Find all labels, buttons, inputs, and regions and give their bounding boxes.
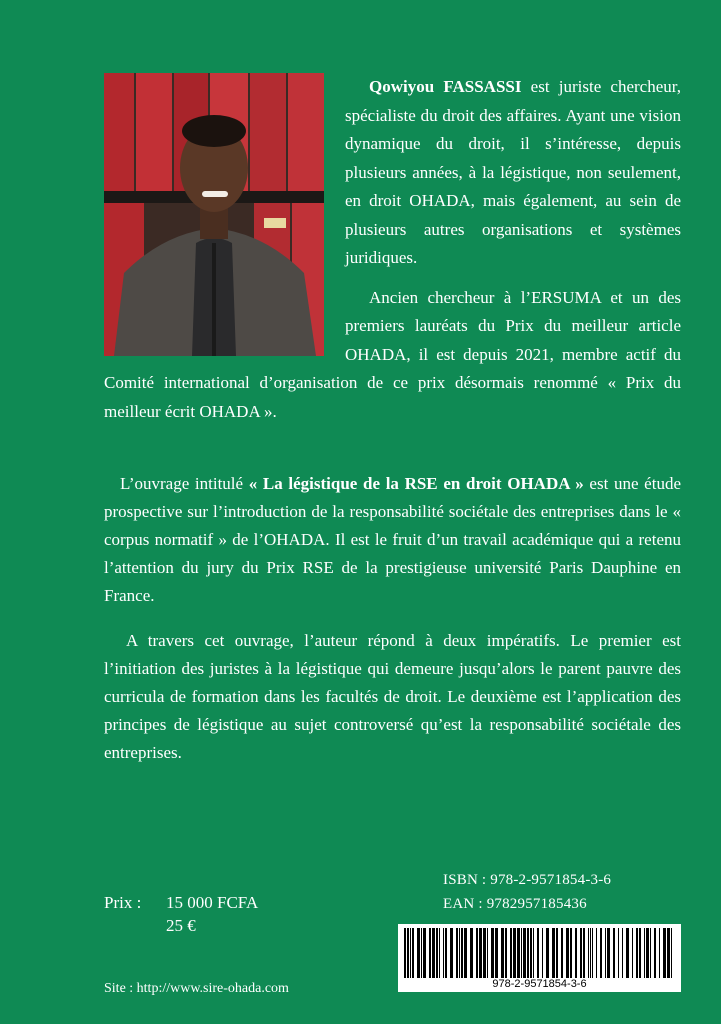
- barcode-bar: [501, 928, 504, 978]
- barcode-bar: [417, 928, 420, 978]
- barcode-bar: [410, 928, 411, 978]
- barcode-bar: [495, 928, 498, 978]
- author-career-text: Ancien chercheur à l’ERSUMA et un des premiers lauréats du Prix du meilleur article OHADA, il est depuis 2021, membre actif du Comité international d’organisation de ce prix désormais renommé « Prix du meilleur écrit OHADA ».: [104, 287, 681, 421]
- ean: EAN : 9782957185436: [443, 896, 587, 912]
- barcode-bar: [575, 928, 577, 978]
- barcode-number: 978-2-9571854-3-6: [492, 978, 587, 990]
- barcode-bar: [456, 928, 458, 978]
- book-title: « La légistique de la RSE en droit OHADA »: [248, 474, 584, 493]
- barcode-bar: [487, 928, 488, 978]
- barcode-bar: [646, 928, 649, 978]
- barcode-bar: [521, 928, 522, 978]
- barcode-bar: [613, 928, 615, 978]
- barcode-bar: [412, 928, 414, 978]
- price-eur: 25 €: [166, 916, 196, 935]
- barcode-bar: [429, 928, 431, 978]
- barcode-bar: [607, 928, 610, 978]
- barcode-bar: [436, 928, 438, 978]
- barcode-bar: [561, 928, 563, 978]
- barcode-bar: [505, 928, 507, 978]
- book-purpose: [104, 627, 681, 767]
- barcode-bar: [659, 928, 660, 978]
- book-intro: L’ouvrage intitulé: [120, 474, 249, 493]
- barcode-bar: [639, 928, 641, 978]
- barcode-bar: [626, 928, 629, 978]
- barcode-bar: [517, 928, 520, 978]
- barcode-bar: [533, 928, 534, 978]
- barcode-bars: [398, 924, 681, 980]
- barcode-bar: [671, 928, 672, 978]
- author-name: Qowiyou FASSASSI: [369, 77, 522, 96]
- price-label: Prix :: [104, 893, 142, 912]
- author-bio-text: est juriste chercheur, spécialiste du droit des affaires. Ayant une vision dynamique du droit, il s’intéresse, depuis plusieurs années, à la légistique, non seulement, en droit OHADA, mais également, au sein de plusieurs autres organisations et systèmes juridiques.: [345, 77, 681, 267]
- book-description: [104, 470, 681, 610]
- barcode-bar: [470, 928, 473, 978]
- barcode-bar: [530, 928, 532, 978]
- barcode-bar: [654, 928, 656, 978]
- barcode-bar: [450, 928, 453, 978]
- barcode-bar: [592, 928, 593, 978]
- barcode-bar: [483, 928, 486, 978]
- barcode-bar: [479, 928, 482, 978]
- website: Site : http://www.sire-ohada.com: [104, 981, 289, 996]
- barcode-bar: [523, 928, 526, 978]
- barcode-bar: [445, 928, 447, 978]
- barcode-bar: [491, 928, 494, 978]
- barcode-bar: [513, 928, 516, 978]
- barcode-bar: [421, 928, 422, 978]
- barcode-bar: [432, 928, 435, 978]
- barcode-bar: [667, 928, 670, 978]
- barcode-bar: [552, 928, 555, 978]
- barcode-bar: [439, 928, 440, 978]
- barcode-bar: [663, 928, 666, 978]
- barcode-bar: [556, 928, 558, 978]
- barcode-bar: [464, 928, 467, 978]
- barcode-bar: [459, 928, 460, 978]
- barcode-bar: [618, 928, 619, 978]
- barcode-bar: [476, 928, 478, 978]
- barcode-bar: [423, 928, 426, 978]
- barcode-bar: [588, 928, 589, 978]
- barcode-bar: [650, 928, 651, 978]
- barcode-bar: [404, 928, 406, 978]
- barcode-bar: [605, 928, 606, 978]
- barcode-bar: [596, 928, 597, 978]
- barcode-bar: [537, 928, 539, 978]
- author-bio: [104, 73, 681, 426]
- book-purpose-text: A travers cet ouvrage, l’auteur répond à deux impératifs. Le premier est l’initiation des juristes à la légistique qui demeure jusqu’alors le parent pauvre des curricula de formation dans les facultés de droit. Le deuxième est l’application des principes de légistique au sujet controversé qu’est la responsabilité sociétale des entreprises.: [104, 631, 681, 762]
- barcode-bar: [636, 928, 638, 978]
- photo-float-spacer: [104, 73, 345, 361]
- barcode-bar: [600, 928, 602, 978]
- barcode-bar: [622, 928, 623, 978]
- price-fcfa: 15 000 FCFA: [166, 893, 259, 912]
- barcode-bar: [443, 928, 444, 978]
- barcode-bar: [583, 928, 585, 978]
- barcode-bar: [580, 928, 582, 978]
- barcode-bar: [527, 928, 529, 978]
- barcode-bar: [546, 928, 549, 978]
- barcode-bar: [542, 928, 543, 978]
- barcode-bar: [510, 928, 512, 978]
- isbn: ISBN : 978-2-9571854-3-6: [443, 872, 612, 888]
- barcode-bar: [644, 928, 645, 978]
- barcode-bar: [590, 928, 591, 978]
- barcode-bar: [566, 928, 569, 978]
- barcode-bar: [461, 928, 463, 978]
- barcode-bar: [570, 928, 572, 978]
- barcode-bar: [407, 928, 409, 978]
- book-description-text: est une étude prospective sur l’introduction de la responsabilité sociétale des entreprises dans le « corpus normatif » de l’OHADA. Il est le fruit d’un travail académique qui a retenu l’attention du jury du Prix RSE de la prestigieuse université Paris Dauphine en France.: [104, 474, 681, 605]
- barcode-bar: [632, 928, 633, 978]
- barcode: [398, 924, 681, 992]
